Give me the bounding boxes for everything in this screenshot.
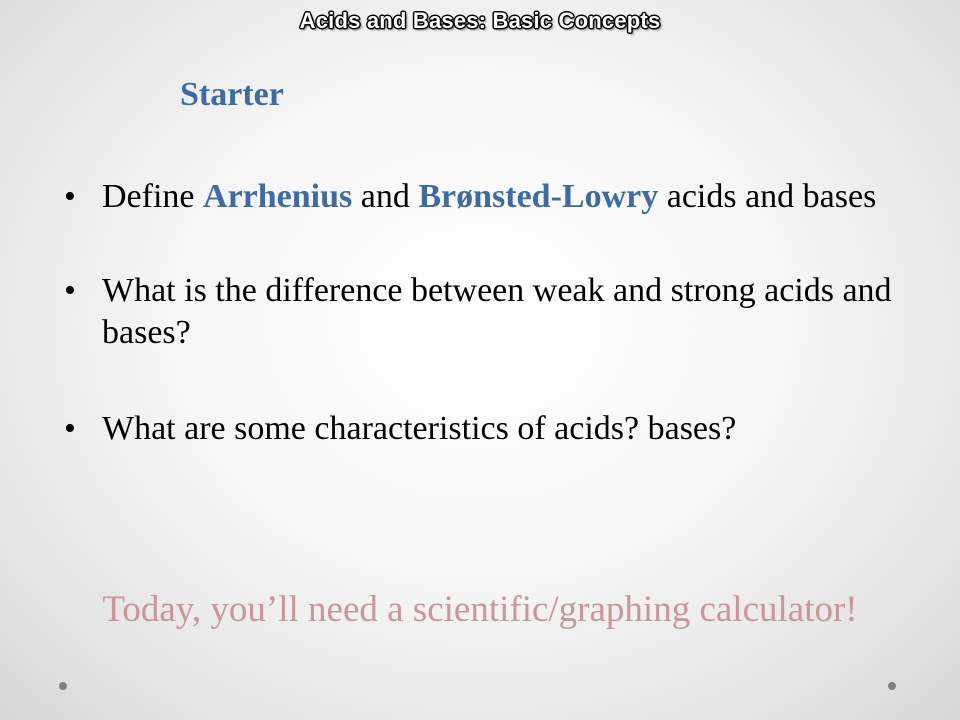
question-item-characteristics	[64, 408, 924, 450]
question-text-conjunction: and	[352, 178, 419, 215]
bullet-marker: •	[64, 410, 76, 447]
question-text: What are some characteristics of acids? bases?	[102, 410, 737, 447]
starter-heading: Starter	[180, 76, 284, 113]
calculator-reminder: Today, you’ll need a scientific/graphing calculator!	[102, 589, 858, 630]
bullet-marker: •	[64, 178, 76, 215]
question-text-prefix: Define	[102, 178, 204, 215]
question-text-suffix: acids and bases	[658, 178, 877, 215]
slide-header-title: Acids and Bases: Basic Concepts	[299, 8, 661, 33]
question-list	[64, 176, 924, 450]
question-text: What is the difference between weak and strong acids and bases?	[102, 272, 892, 351]
decorative-dot-right	[888, 682, 896, 690]
bullet-marker: •	[64, 272, 76, 309]
question-item-definitions	[64, 176, 924, 218]
term-arrhenius: Arrhenius	[203, 178, 353, 215]
question-item-weak-strong	[64, 270, 924, 354]
term-bronsted-lowry: Brønsted-Lowry	[418, 178, 659, 215]
decorative-dot-left	[59, 682, 67, 690]
